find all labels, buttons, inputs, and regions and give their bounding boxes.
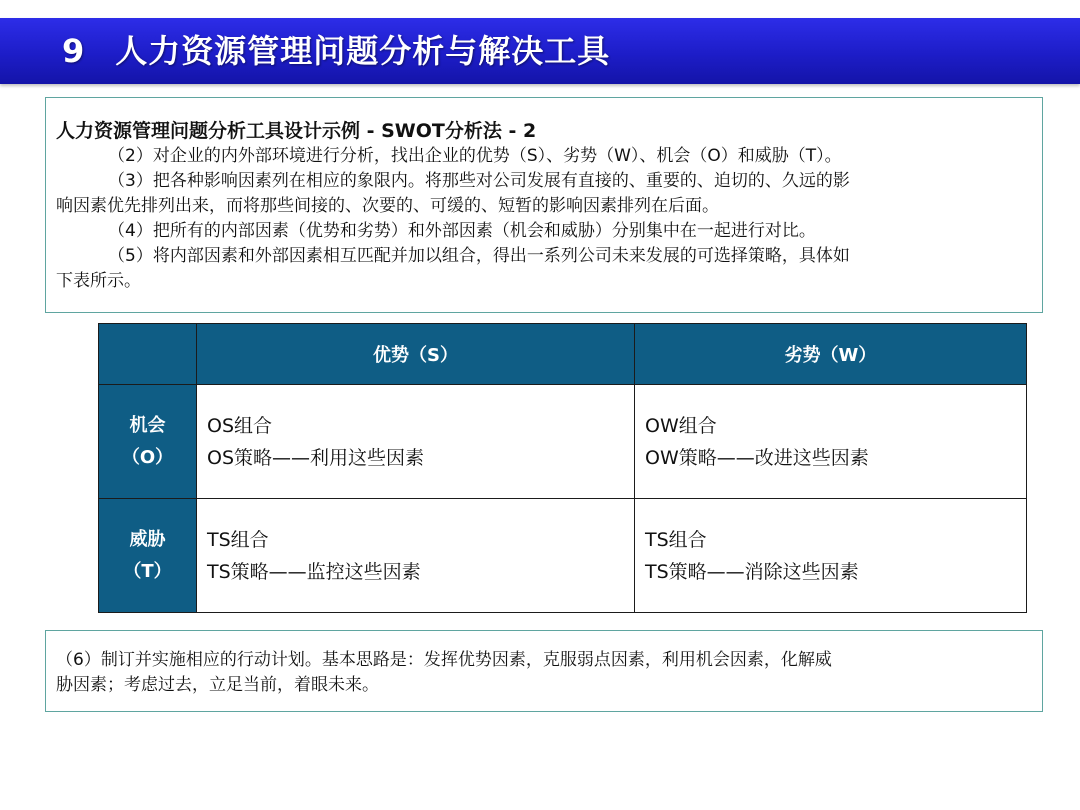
section-title: 人力资源管理问题分析与解决工具 (115, 32, 611, 70)
row-header-label: 威胁 (129, 528, 166, 550)
matrix-header-row (99, 324, 1027, 385)
cell-strategy: OS策略——利用这些因素 (207, 446, 425, 469)
row-header-label: 机会 (129, 414, 166, 436)
intro-box (45, 97, 1043, 313)
matrix-cell-ow (635, 385, 1027, 499)
swot-matrix (98, 323, 1027, 613)
title-bar (0, 18, 1080, 84)
matrix-cell-ts (197, 499, 635, 613)
row-header-threats (99, 499, 197, 613)
intro-paragraph-5-line1: （5）将内部因素和外部因素相互匹配并加以组合，得出一系列公司未来发展的可选择策略，具体如 (108, 246, 850, 266)
section-number: 9 (62, 32, 86, 70)
cell-combination: OS组合 (207, 414, 273, 437)
column-header-weaknesses: 劣势（W） (635, 324, 1027, 385)
cell-strategy: OW策略——改进这些因素 (645, 446, 869, 469)
intro-paragraph-3-line2: 响因素优先排列出来，而将那些间接的、次要的、可缓的、短暂的影响因素排列在后面。 (56, 196, 719, 216)
intro-paragraph-4: （4）把所有的内部因素（优势和劣势）和外部因素（机会和威胁）分别集中在一起进行对比。 (108, 221, 816, 241)
matrix-corner-cell (99, 324, 197, 385)
intro-paragraph-2: （2）对企业的内外部环境进行分析，找出企业的优势（S）、劣势（W）、机会（O）和威胁（T）。 (108, 146, 842, 166)
page-title (62, 28, 610, 74)
matrix-row-threats (99, 499, 1027, 613)
cell-strategy: TS策略——监控这些因素 (207, 560, 421, 583)
cell-strategy: TS策略——消除这些因素 (645, 560, 859, 583)
matrix-cell-tw (635, 499, 1027, 613)
row-header-opportunities (99, 385, 197, 499)
intro-paragraph-5-line2: 下表所示。 (56, 271, 141, 291)
cell-combination: TS组合 (207, 528, 269, 551)
matrix-cell-os (197, 385, 635, 499)
conclusion-line-2: 胁因素；考虑过去，立足当前，着眼未来。 (56, 675, 379, 695)
cell-combination: TS组合 (645, 528, 707, 551)
intro-heading: 人力资源管理问题分析工具设计示例 - SWOT分析法 - 2 (56, 120, 537, 142)
conclusion-line-1: （6）制订并实施相应的行动计划。基本思路是：发挥优势因素，克服弱点因素，利用机会因素，化解威 (56, 650, 832, 670)
row-header-code: （T） (123, 560, 172, 582)
column-header-strengths: 优势（S） (197, 324, 635, 385)
intro-paragraph-3-line1: （3）把各种影响因素列在相应的象限内。将那些对公司发展有直接的、重要的、迫切的、久远的影 (108, 171, 850, 191)
cell-combination: OW组合 (645, 414, 717, 437)
conclusion-box (45, 630, 1043, 712)
matrix-row-opportunities (99, 385, 1027, 499)
row-header-code: （O） (121, 446, 174, 468)
